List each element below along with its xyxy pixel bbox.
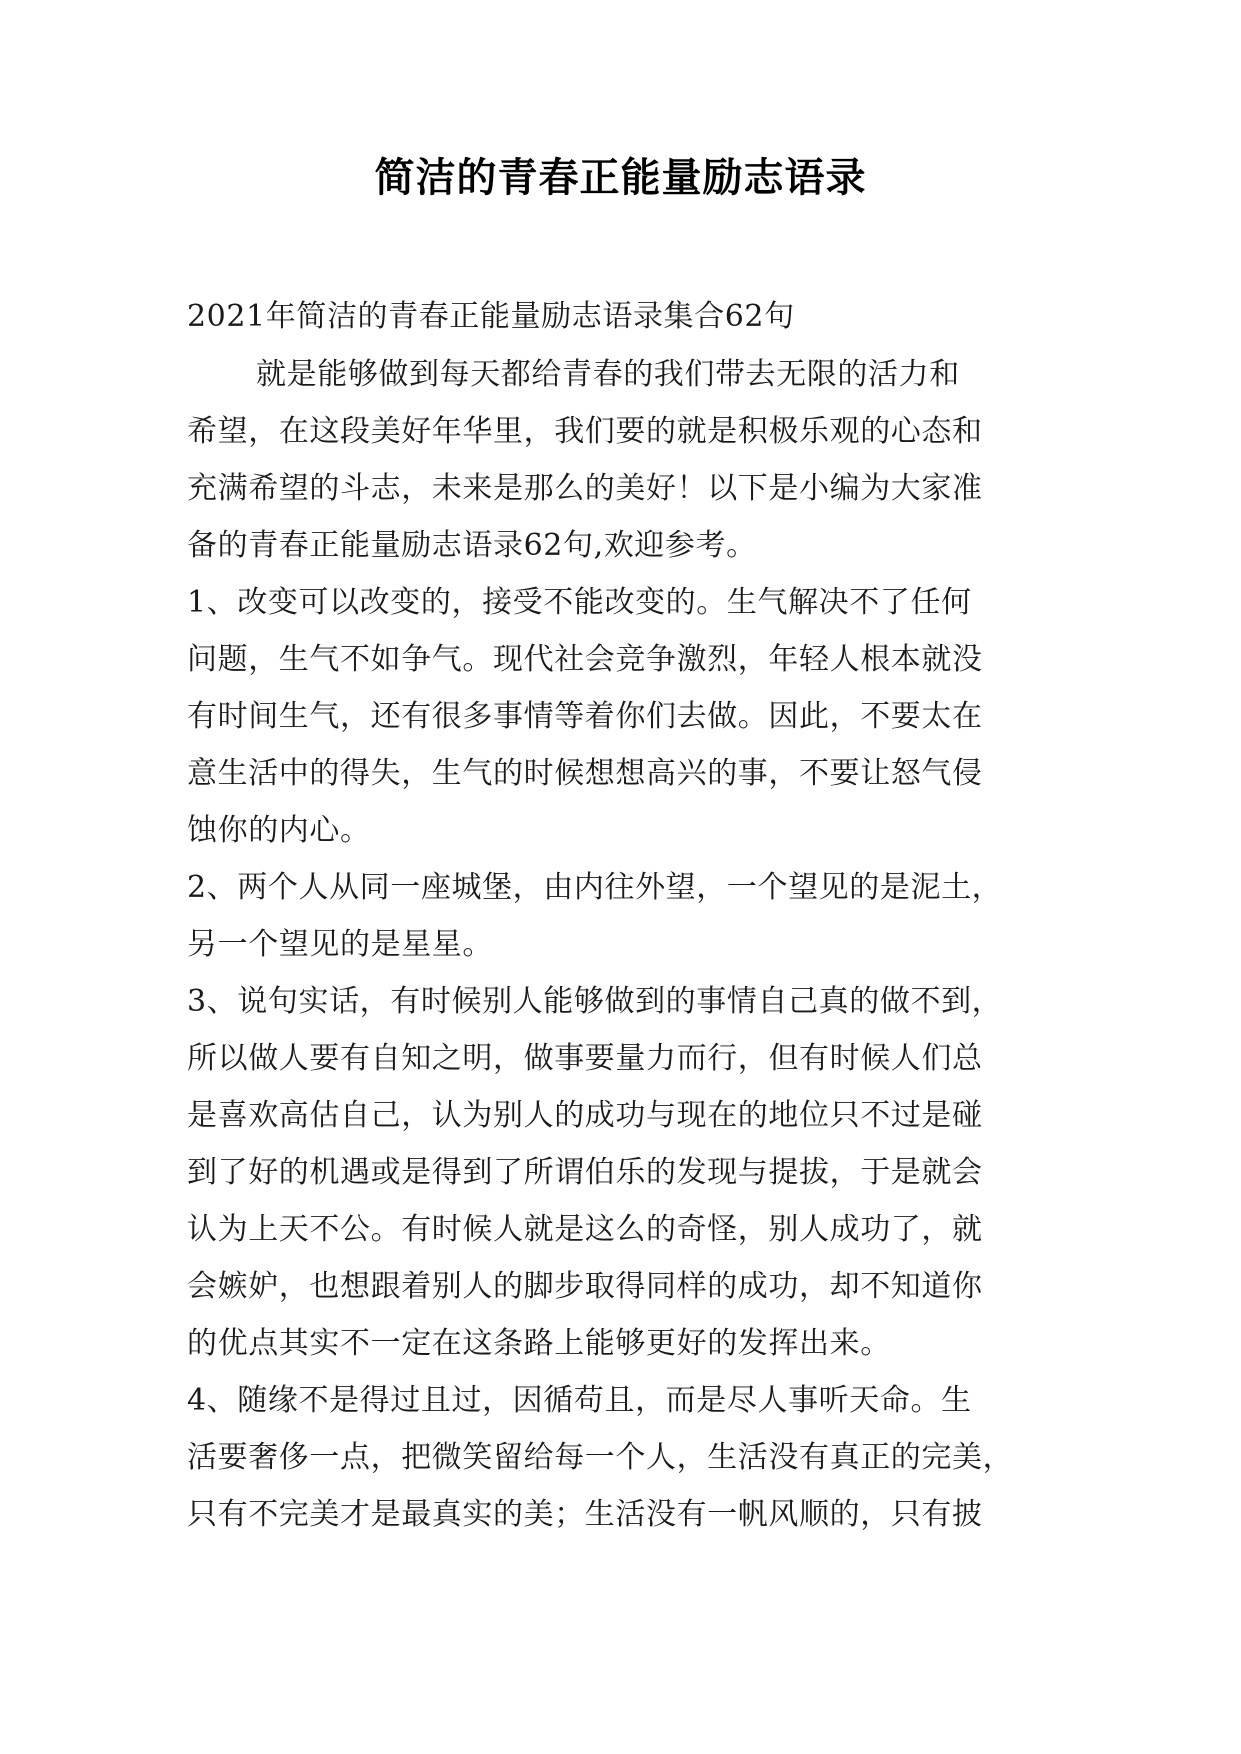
quote-1-line: 问题，生气不如争气。现代社会竞争激烈，年轻人根本就没 <box>187 642 983 677</box>
quote-3-line: 3、说句实话，有时候别人能够做到的事情自己真的做不到， <box>187 984 1003 1019</box>
quote-3-line: 会嫉妒，也想跟着别人的脚步取得同样的成功，却不知道你 <box>187 1269 983 1304</box>
intro-paragraph-line: 就是能够做到每天都给青春的我们带去无限的活力和 <box>256 357 960 392</box>
subtitle-line: 2021年简洁的青春正能量励志语录集合62句 <box>187 299 795 334</box>
quote-3-line: 到了好的机遇或是得到了所谓伯乐的发现与提拔，于是就会 <box>187 1155 983 1190</box>
quote-1-line: 1、改变可以改变的，接受不能改变的。生气解决不了任何 <box>187 585 972 620</box>
intro-paragraph-line: 充满希望的斗志，未来是那么的美好！以下是小编为大家准 <box>187 471 983 506</box>
quote-4-line: 活要奢侈一点，把微笑留给每一个人，生活没有真正的完美， <box>187 1440 1014 1475</box>
quote-3-line: 所以做人要有自知之明，做事要量力而行，但有时候人们总 <box>187 1041 983 1076</box>
quote-2-line: 另一个望见的是星星。 <box>187 927 493 962</box>
quote-1-line: 有时间生气，还有很多事情等着你们去做。因此，不要太在 <box>187 699 983 734</box>
quote-2-line: 2、两个人从同一座城堡，由内往外望，一个望见的是泥土， <box>187 870 1003 905</box>
intro-paragraph-line: 希望，在这段美好年华里，我们要的就是积极乐观的心态和 <box>187 414 983 449</box>
document-title: 简洁的青春正能量励志语录 <box>374 155 867 201</box>
quote-4-line: 只有不完美才是最真实的美；生活没有一帆风顺的，只有披 <box>187 1497 983 1532</box>
quote-1-line: 蚀你的内心。 <box>187 813 371 848</box>
quote-1-line: 意生活中的得失，生气的时候想想高兴的事，不要让怒气侵 <box>187 756 983 791</box>
quote-4-line: 4、随缘不是得过且过，因循苟且，而是尽人事听天命。生 <box>187 1383 972 1418</box>
quote-3-line: 的优点其实不一定在这条路上能够更好的发挥出来。 <box>187 1326 891 1361</box>
intro-paragraph-line: 备的青春正能量励志语录62句,欢迎参考。 <box>187 528 757 563</box>
quote-3-line: 是喜欢高估自己，认为别人的成功与现在的地位只不过是碰 <box>187 1098 983 1133</box>
quote-3-line: 认为上天不公。有时候人就是这么的奇怪，别人成功了，就 <box>187 1212 983 1247</box>
document-body <box>187 288 1055 1543</box>
